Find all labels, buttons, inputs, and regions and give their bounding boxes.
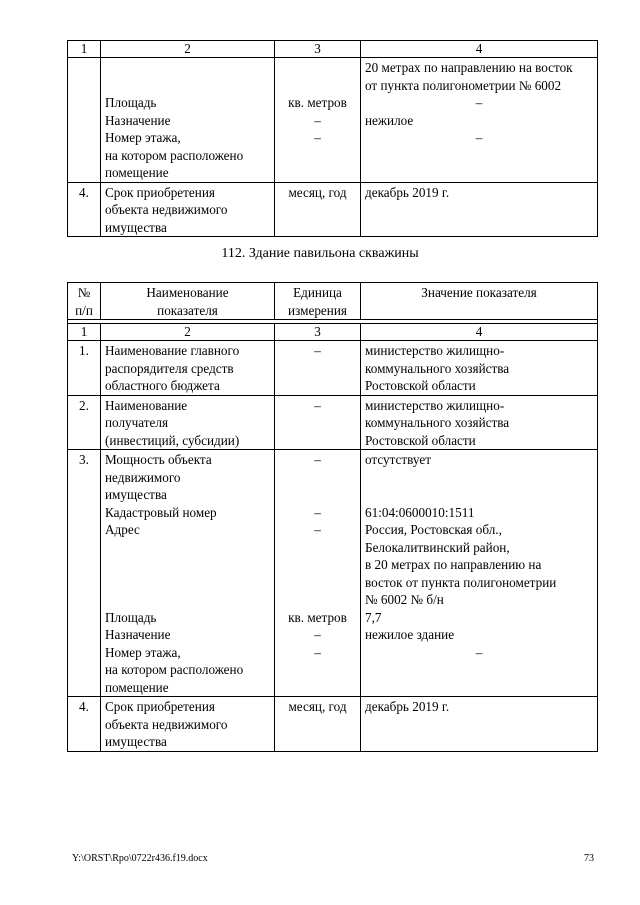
table-row: 4. Срок приобретения объекта недвижимого имущества месяц, год декабрь 2019 г. [68, 697, 598, 752]
page-number: 73 [584, 853, 594, 864]
column-number-row: 1 2 3 4 [68, 324, 598, 341]
table-row: 4. Срок приобретения объекта недвижимого имущества месяц, год декабрь 2019 г. [68, 182, 598, 237]
units: кв. метров – – [275, 58, 361, 183]
column-number-row: 1 2 3 4 [68, 41, 598, 58]
footer-file-path: Y:\ORST\Rpo\0722r436.f19.docx [72, 853, 208, 864]
header-row: № п/п Наименование показателя Единица измерения Значение показателя [68, 283, 598, 320]
table-row: 1. Наименование главного распорядителя средств областного бюджета – министерство жилищно- коммунального хозяйства Ростовской области [68, 341, 598, 396]
continuation-table [67, 40, 598, 237]
table-row: 3. Мощность объекта недвижимого имущества Кадастровый номер Адрес Площадь Назначение Номер этажа, на котором расположено помещение – – – кв. метров – – отсутствует 61:04:0600010:1511 Россия, Ростовская обл., Белокалитвинский район, в 20 метрах по направлению на восток от пункта полигонометрии № 6002 № б/н 7,7 нежилое здание – [68, 450, 598, 697]
values: 20 метрах по направлению на восток от пункта полигонометрии № 6002 – нежилое – [361, 58, 598, 183]
building-table [67, 282, 598, 752]
table-row: 2. Наименование получателя (инвестиций, субсидии) – министерство жилищно- коммунального хозяйства Ростовской области [68, 395, 598, 450]
section-title: 112. Здание павильона скважины [221, 246, 419, 261]
table-row [68, 58, 598, 183]
indicator-names: Площадь Назначение Номер этажа, на котором расположено помещение [101, 58, 275, 183]
